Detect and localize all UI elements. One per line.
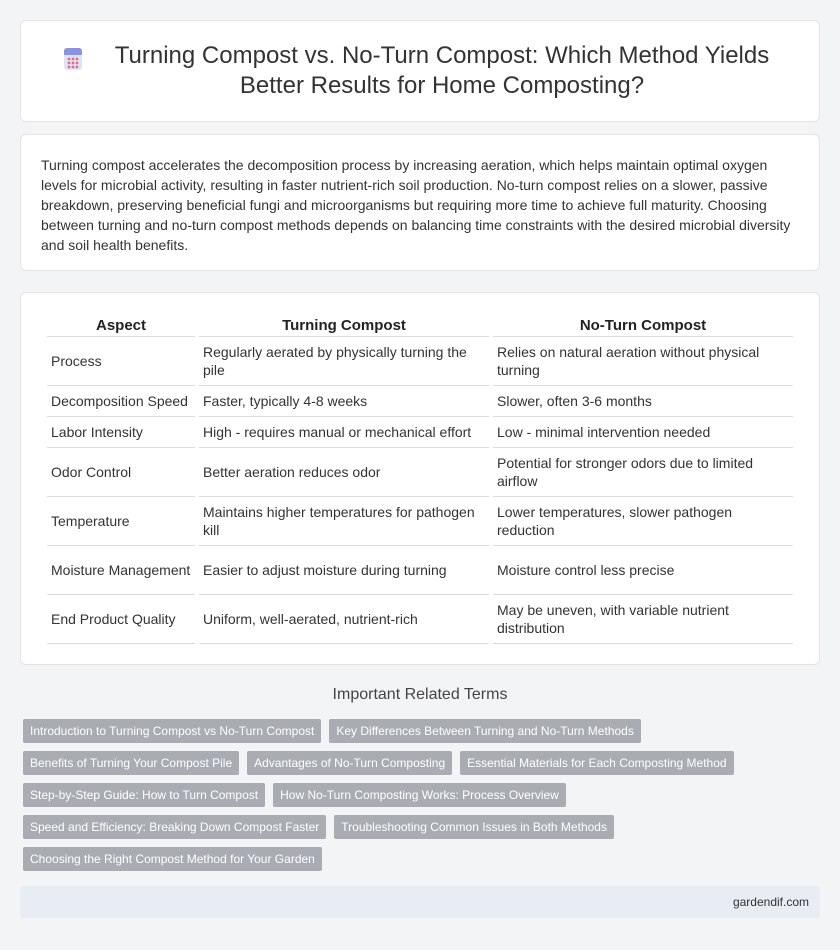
row-turning: Faster, typically 4-8 weeks bbox=[199, 386, 489, 417]
related-term-link[interactable]: Essential Materials for Each Composting Method bbox=[460, 751, 733, 775]
table-row bbox=[47, 337, 793, 386]
row-aspect: Temperature bbox=[47, 497, 195, 546]
comparison-card bbox=[20, 292, 820, 665]
table-row bbox=[47, 546, 793, 595]
title-card bbox=[20, 20, 820, 122]
footer bbox=[20, 886, 820, 918]
row-turning: High - requires manual or mechanical effort bbox=[199, 417, 489, 448]
row-turning: Uniform, well-aerated, nutrient-rich bbox=[199, 595, 489, 644]
page-title: Turning Compost vs. No-Turn Compost: Which Method Yields Better Results for Home Composting? bbox=[114, 42, 770, 99]
intro-paragraph: Turning compost accelerates the decomposition process by increasing aeration, which helps maintain optimal oxygen levels for microbial activity, resulting in faster nutrient-rich soil production. No-turn compost relies on a slower, passive breakdown, preserving beneficial fungi and microorganisms but requiring more time to achieve full maturity. Choosing between turning and no-turn compost methods depends on balancing time constraints with the desired microbial diversity and soil health benefits. bbox=[41, 157, 791, 253]
row-turning: Regularly aerated by physically turning the pile bbox=[199, 337, 489, 386]
row-turning: Easier to adjust moisture during turning bbox=[199, 546, 489, 595]
related-term-link[interactable]: Speed and Efficiency: Breaking Down Compost Faster bbox=[23, 815, 326, 839]
table-row bbox=[47, 497, 793, 546]
row-no-turn: Slower, often 3-6 months bbox=[493, 386, 793, 417]
row-aspect: Odor Control bbox=[47, 448, 195, 497]
row-aspect: Labor Intensity bbox=[47, 417, 195, 448]
related-term-link[interactable]: How No-Turn Composting Works: Process Overview bbox=[273, 783, 566, 807]
row-no-turn: Relies on natural aeration without physical turning bbox=[493, 337, 793, 386]
row-no-turn: Lower temperatures, slower pathogen reduction bbox=[493, 497, 793, 546]
row-aspect: End Product Quality bbox=[47, 595, 195, 644]
row-no-turn: Potential for stronger odors due to limited airflow bbox=[493, 448, 793, 497]
row-aspect: Process bbox=[47, 337, 195, 386]
intro-card bbox=[20, 134, 820, 271]
header-no-turn-compost: No-Turn Compost bbox=[493, 309, 793, 337]
related-term-link[interactable]: Introduction to Turning Compost vs No-Turn Compost bbox=[23, 719, 321, 743]
table-row bbox=[47, 386, 793, 417]
related-term-link[interactable]: Troubleshooting Common Issues in Both Methods bbox=[334, 815, 614, 839]
related-term-link[interactable]: Step-by-Step Guide: How to Turn Compost bbox=[23, 783, 265, 807]
table-row bbox=[47, 448, 793, 497]
related-term-link[interactable]: Key Differences Between Turning and No-Turn Methods bbox=[329, 719, 641, 743]
row-aspect: Moisture Management bbox=[47, 546, 195, 595]
row-turning: Maintains higher temperatures for pathogen kill bbox=[199, 497, 489, 546]
header-aspect: Aspect bbox=[47, 309, 195, 337]
row-no-turn: Low - minimal intervention needed bbox=[493, 417, 793, 448]
calculator-icon bbox=[61, 47, 85, 71]
related-terms-list bbox=[23, 719, 823, 879]
row-turning: Better aeration reduces odor bbox=[199, 448, 489, 497]
row-no-turn: Moisture control less precise bbox=[493, 546, 793, 595]
row-aspect: Decomposition Speed bbox=[47, 386, 195, 417]
footer-site-name[interactable]: gardendif.com bbox=[732, 895, 809, 909]
row-no-turn: May be uneven, with variable nutrient distribution bbox=[493, 595, 793, 644]
related-term-link[interactable]: Benefits of Turning Your Compost Pile bbox=[23, 751, 239, 775]
table-row bbox=[47, 417, 793, 448]
related-term-link[interactable]: Choosing the Right Compost Method for Your Garden bbox=[23, 847, 322, 871]
table-header-row bbox=[47, 309, 793, 337]
related-terms-heading: Important Related Terms bbox=[332, 686, 508, 703]
header-turning-compost: Turning Compost bbox=[199, 309, 489, 337]
related-term-link[interactable]: Advantages of No-Turn Composting bbox=[247, 751, 452, 775]
table-row bbox=[47, 595, 793, 644]
comparison-table bbox=[43, 309, 797, 644]
